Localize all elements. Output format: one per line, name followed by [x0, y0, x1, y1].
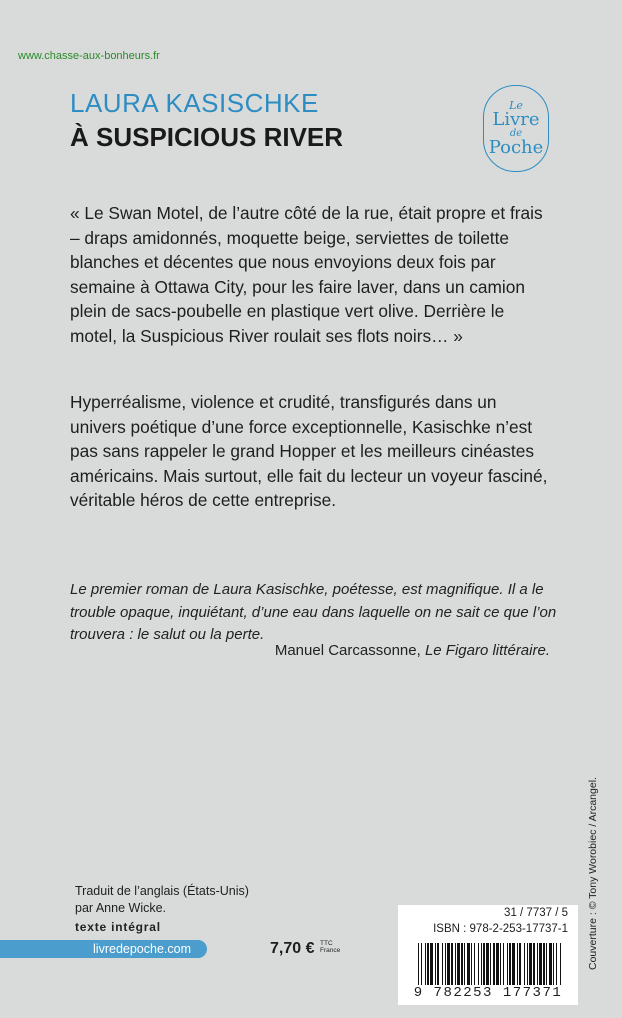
barcode-bar	[543, 943, 545, 985]
barcode-bar	[455, 943, 456, 985]
barcode-bar	[556, 943, 557, 985]
barcode-bar	[471, 943, 472, 985]
isbn: ISBN : 978-2-253-17737-1	[433, 923, 568, 935]
translation-line-2: par Anne Wicke.	[75, 901, 167, 915]
price-ttc-label	[320, 940, 340, 954]
watermark-url: www.chasse-aux-bonheurs.fr	[18, 50, 160, 62]
review-critic: Manuel Carcassonne,	[274, 642, 421, 659]
barcode-bar	[435, 943, 436, 985]
barcode-bar	[425, 943, 426, 985]
barcode-bar	[430, 943, 433, 985]
integral-text-label: texte intégral	[75, 920, 161, 934]
barcode-bar	[478, 943, 479, 985]
livre-de-poche-logo	[483, 85, 549, 172]
author-name: LAURA KASISCHKE	[70, 88, 319, 118]
barcode-bar	[474, 943, 475, 985]
barcode-panel	[398, 905, 578, 1005]
barcode-bar	[560, 943, 561, 985]
cover-credit: Couverture : © Tony Worobiec / Arcangel.	[587, 777, 599, 970]
barcode-bar	[490, 943, 491, 985]
barcode-bar	[486, 943, 489, 985]
logo-livre: Livre	[492, 109, 540, 130]
translation-credit	[75, 883, 249, 917]
barcode-bar	[442, 943, 443, 985]
barcode-bar	[549, 943, 552, 985]
barcode-bar	[464, 943, 465, 985]
barcode-bar	[512, 943, 515, 985]
barcode-bar	[524, 943, 525, 985]
website-link[interactable]: livredepoche.com	[0, 940, 207, 958]
logo-de: de	[509, 128, 523, 139]
book-title: À SUSPICIOUS RIVER	[70, 122, 344, 152]
review-publication: Le Figaro littéraire.	[424, 642, 550, 659]
barcode-bar	[461, 943, 463, 985]
barcode-bar	[451, 943, 453, 985]
barcode-bar	[500, 943, 501, 985]
barcode-bar	[509, 943, 511, 985]
barcode-digits: 9 782253 177371	[413, 985, 563, 1001]
barcode-bar	[447, 943, 450, 985]
barcode-bar	[553, 943, 554, 985]
logo-le: Le	[509, 99, 523, 112]
barcode-bar	[493, 943, 495, 985]
translation-line-1: Traduit de l’anglais (États-Unis)	[75, 884, 249, 898]
price: 7,70 €	[270, 940, 315, 957]
barcode-bar	[421, 943, 422, 985]
barcode-bar	[467, 943, 470, 985]
barcode-bar	[517, 943, 518, 985]
review-attribution	[70, 640, 550, 663]
barcode-bar	[457, 943, 460, 985]
barcode-bar	[539, 943, 542, 985]
barcode-bar	[427, 943, 429, 985]
barcode-bar	[503, 943, 504, 985]
barcode-bar	[546, 943, 547, 985]
barcode-bar	[529, 943, 532, 985]
price-france: France	[320, 947, 341, 954]
barcode-bar	[533, 943, 535, 985]
barcode-bar	[527, 943, 528, 985]
barcode-bar	[483, 943, 485, 985]
barcode-bar	[537, 943, 538, 985]
barcode-bar	[418, 943, 419, 985]
barcode-bar	[437, 943, 439, 985]
barcode-bar	[445, 943, 446, 985]
catalog-number: 31 / 7737 / 5	[504, 907, 568, 919]
excerpt-paragraph: « Le Swan Motel, de l’autre côté de la rue, était propre et frais – draps amidonnés, moquette beige, serviettes de toilette blanches et décentes que nous envoyions deux fois par semaine à Ottawa City, pour les faire laver, dans un camion plein de sacs-poubelle en plastique vert olive. Derrière le motel, la Suspicious River roulait ses flots noirs… »	[70, 203, 543, 346]
blurb-paragraph: Hyperréalisme, violence et crudité, transfigurés dans un univers poétique d’une force exceptionnelle, Kasischke n’est pas sans rappeler le grand Hopper et les meilleurs cinéastes américains. Mais surtout, elle fait du lecteur un voyeur fasciné, véritable héros de cette entreprise.	[70, 392, 548, 510]
price-ttc: TTC	[320, 940, 333, 947]
barcode-bar	[481, 943, 482, 985]
barcode-bar	[519, 943, 521, 985]
review-quote: Le premier roman de Laura Kasischke, poétesse, est magnifique. Il a le trouble opaque, inquiétant, d’une eau dans laquelle on ne sait ce que l’on trouvera : le salut ou la perte.	[70, 581, 557, 643]
barcode-bar	[507, 943, 508, 985]
barcode-graphic	[418, 943, 563, 985]
barcode-bar	[496, 943, 499, 985]
logo-poche: Poche	[488, 137, 544, 158]
